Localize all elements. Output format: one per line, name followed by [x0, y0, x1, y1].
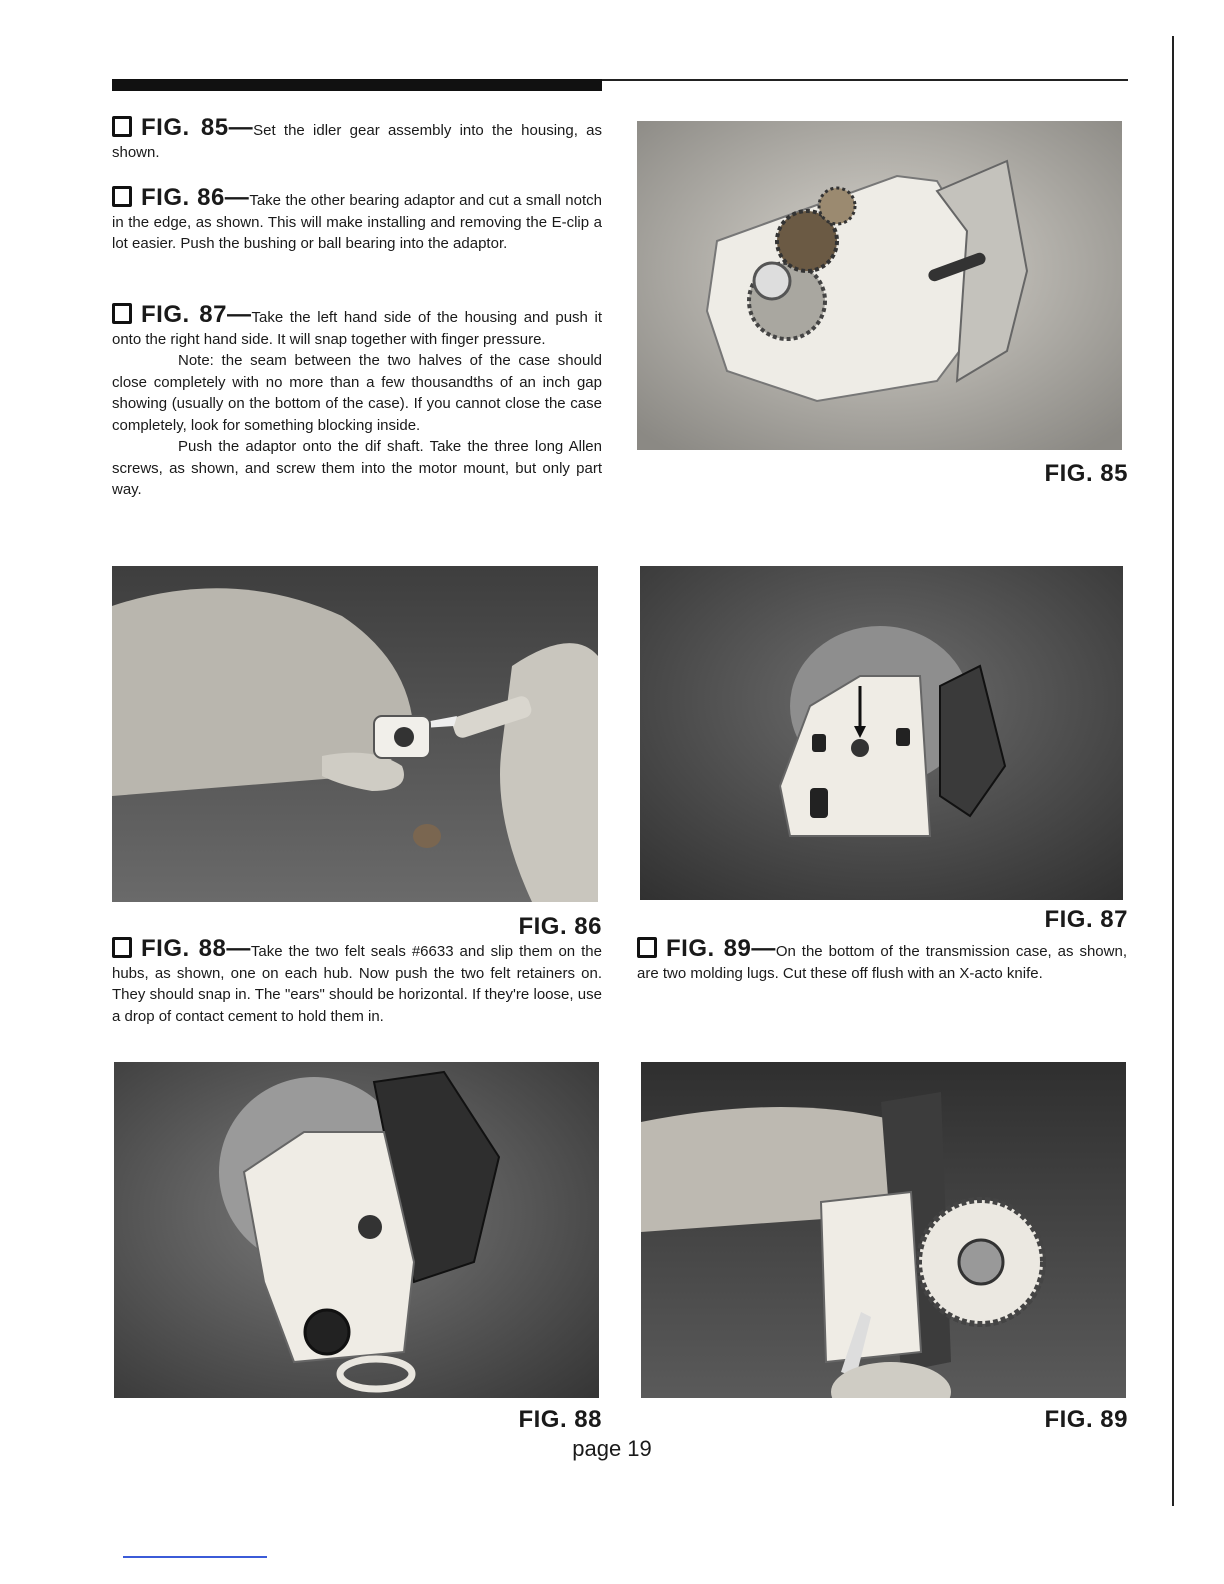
fig87-note2: Push the adaptor onto the dif shaft. Take the three long Allen screws, as shown, and screw them into the motor mount, but only part way.: [112, 438, 602, 498]
right-margin-rule: [1172, 36, 1174, 1506]
header-rule-thick: [112, 79, 602, 91]
fig89-photo: [641, 1062, 1126, 1398]
fig86-text: Take the other bearing adaptor and cut a small notch in the edge, as shown. This will make installing and removing the E-clip a lot easier. Push the bushing or ball bearing into the adaptor.: [112, 192, 602, 252]
fig89-heading: FIG. 89—: [666, 935, 776, 962]
fig89-caption: FIG. 89: [1044, 1406, 1128, 1433]
fig86-paragraph: [112, 186, 602, 255]
fig86-caption: FIG. 86: [518, 913, 602, 940]
fig88-heading: FIG. 88—: [141, 935, 251, 962]
checkbox-fig89[interactable]: [637, 937, 657, 958]
fig85-caption: FIG. 85: [1044, 460, 1128, 487]
fig87-text: Take the left hand side of the housing and push it onto the right hand side. It will snap together with finger pressure.: [112, 309, 602, 348]
fig88-text: Take the two felt seals #6633 and slip them on the hubs, as shown, one on each hub. Now push the two felt retainers on. They should snap in. The "ears" should be horizontal. If they're loose, use a drop of contact cement to hold them in.: [112, 943, 602, 1025]
fig86-photo: [112, 566, 598, 902]
fig85-photo: [637, 121, 1122, 450]
checkbox-fig85[interactable]: [112, 116, 132, 137]
checkbox-fig88[interactable]: [112, 937, 132, 958]
footer-link-underline[interactable]: [123, 1556, 267, 1558]
fig85-text: Set the idler gear assembly into the housing, as shown.: [112, 122, 602, 161]
fig88-paragraph: [112, 937, 602, 1027]
fig87-caption: FIG. 87: [1044, 906, 1128, 933]
fig88-caption: FIG. 88: [518, 1406, 602, 1433]
fig86-heading: FIG. 86—: [141, 184, 250, 211]
fig88-photo: [114, 1062, 599, 1398]
fig89-paragraph: [637, 937, 1127, 984]
header-rule-thin: [602, 79, 1128, 81]
fig87-photo: [640, 566, 1123, 900]
checkbox-fig86[interactable]: [112, 186, 132, 207]
fig87-heading: FIG. 87—: [141, 301, 252, 328]
page-number: page 19: [572, 1436, 652, 1461]
fig85-paragraph: [112, 116, 602, 163]
fig87-paragraph: [112, 303, 602, 501]
checkbox-fig87[interactable]: [112, 303, 132, 324]
fig89-text: On the bottom of the transmission case, as shown, are two molding lugs. Cut these off flush with an X-acto knife.: [637, 943, 1127, 982]
fig85-heading: FIG. 85—: [141, 114, 254, 141]
fig87-note: Note: the seam between the two halves of the case should close completely with no more than a few thousandths of an inch gap showing (usually on the bottom of the case). If you cannot close the case completely, look for something blocking inside.: [112, 352, 602, 434]
